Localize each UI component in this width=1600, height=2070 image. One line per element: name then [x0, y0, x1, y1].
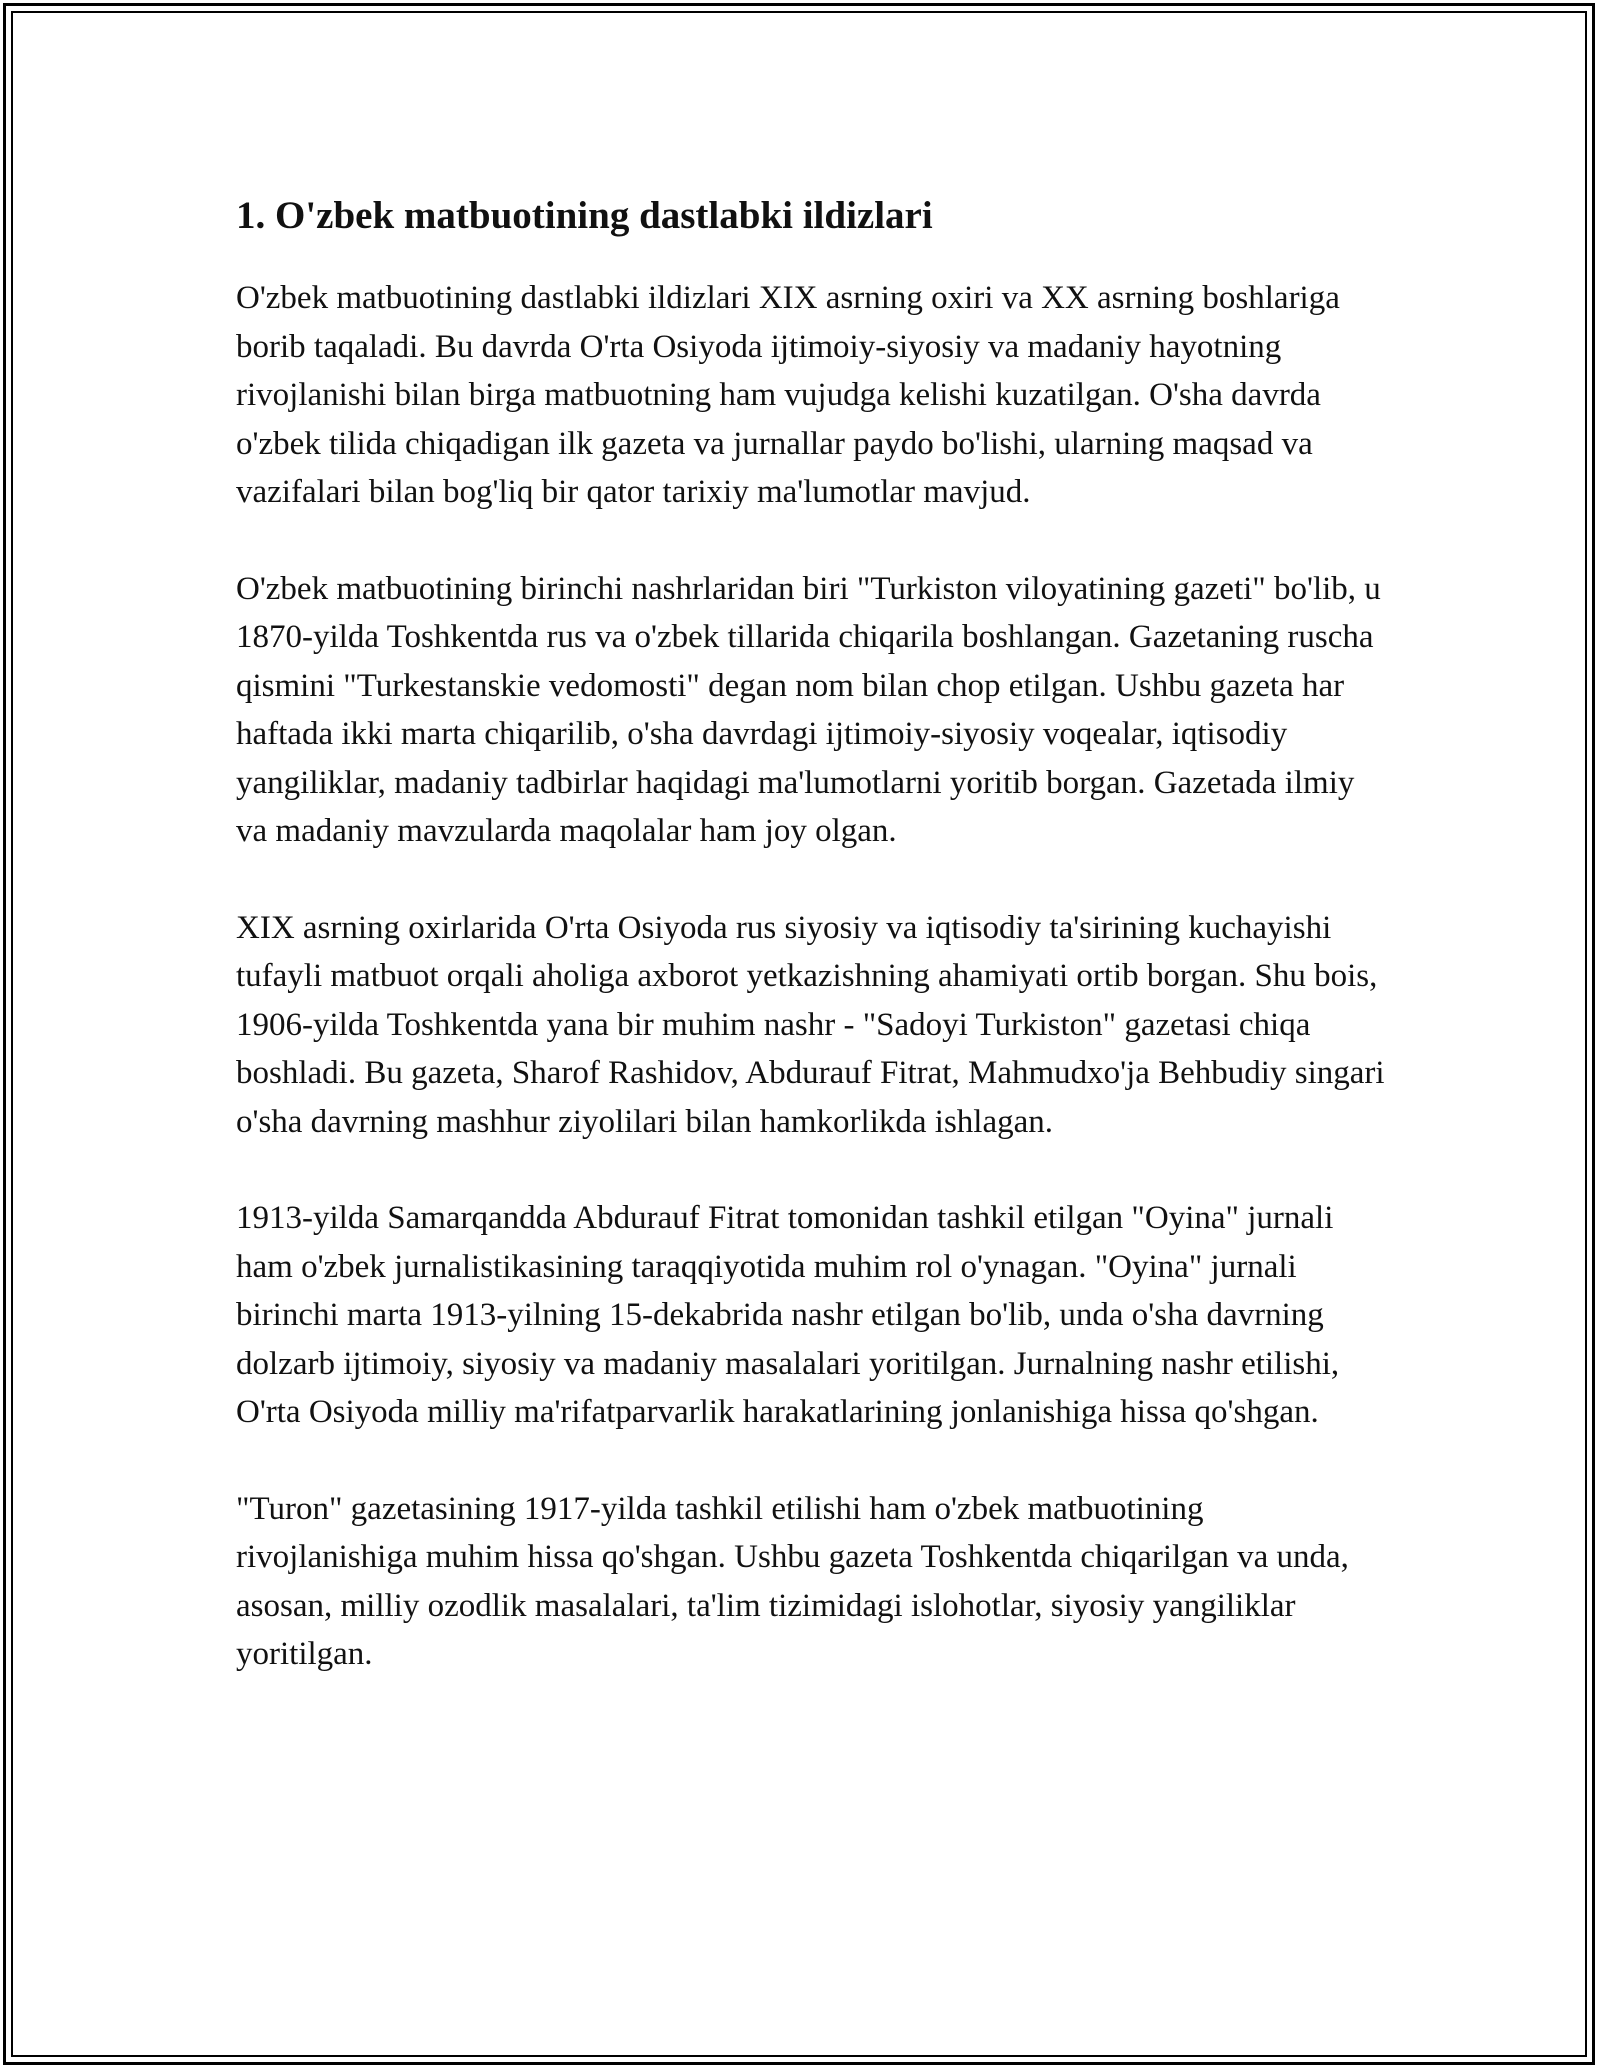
paragraph-2: O'zbek matbuotining birinchi nashrlaridan biri "Turkiston viloyatining gazeti" bo'lib, u 1870-yilda Toshkentda rus va o'zbek tillarida chiqarila boshlangan. Gazetaning ruscha qismini "Turkestanskie vedomosti" degan nom bilan chop etilgan. Ushbu gazeta har haftada ikki marta chiqarilib, o'sha davrdagi ijtimoiy-siyosiy voqealar, iqtisodiy yangiliklar, madaniy tadbirlar haqidagi ma'lumotlarni yoritib borgan. Gazetada ilmiy va madaniy mavzularda maqolalar ham joy olgan. [236, 570, 1381, 849]
paragraph-5: "Turon" gazetasining 1917-yilda tashkil etilishi ham o'zbek matbuotining rivojlanishiga muhim hissa qo'shgan. Ushbu gazeta Toshkentda chiqarilgan va unda, asosan, milliy ozodlik masalalari, ta'lim tizimidagi islohotlar, siyosiy yangiliklar yoritilgan. [236, 1490, 1349, 1672]
document-body [236, 188, 1386, 1727]
paragraph-4: 1913-yilda Samarqandda Abdurauf Fitrat tomonidan tashkil etilgan "Oyina" jurnali ham o'zbek jurnalistikasining taraqqiyotida muhim rol o'ynagan. "Oyina" jurnali birinchi marta 1913-yilning 15-dekabrida nashr etilgan bo'lib, unda o'sha davrning dolzarb ijtimoiy, siyosiy va madaniy masalalari yoritilgan. Jurnalning nashr etilishi, O'rta Osiyoda milliy ma'rifatparvarlik harakatlarining jonlanishiga hissa qo'shgan. [236, 1200, 1340, 1430]
section-heading: 1. O'zbek matbuotining dastlabki ildizlari [236, 194, 933, 237]
paragraph-1: O'zbek matbuotining dastlabki ildizlari XIX asrning oxiri va XX asrning boshlariga borib taqaladi. Bu davrda O'rta Osiyoda ijtimoiy-siyosiy va madaniy hayotning rivojlanishi bilan birga matbuotning ham vujudga kelishi kuzatilgan. O'sha davrda o'zbek tilida chiqadigan ilk gazeta va jurnallar paydo bo'lishi, ularning maqsad va vazifalari bilan bog'liq bir qator tarixiy ma'lumotlar mavjud. [236, 280, 1340, 510]
paragraph-3: XIX asrning oxirlarida O'rta Osiyoda rus siyosiy va iqtisodiy ta'sirining kuchayishi tufayli matbuot orqali aholiga axborot yetkazishning ahamiyati ortib borgan. Shu bois, 1906-yilda Toshkentda yana bir muhim nashr - "Sadoyi Turkiston" gazetasi chiqa boshladi. Bu gazeta, Sharof Rashidov, Abdurauf Fitrat, Mahmudxo'ja Behbudiy singari o'sha davrning mashhur ziyolilari bilan hamkorlikda ishlagan. [236, 909, 1385, 1140]
